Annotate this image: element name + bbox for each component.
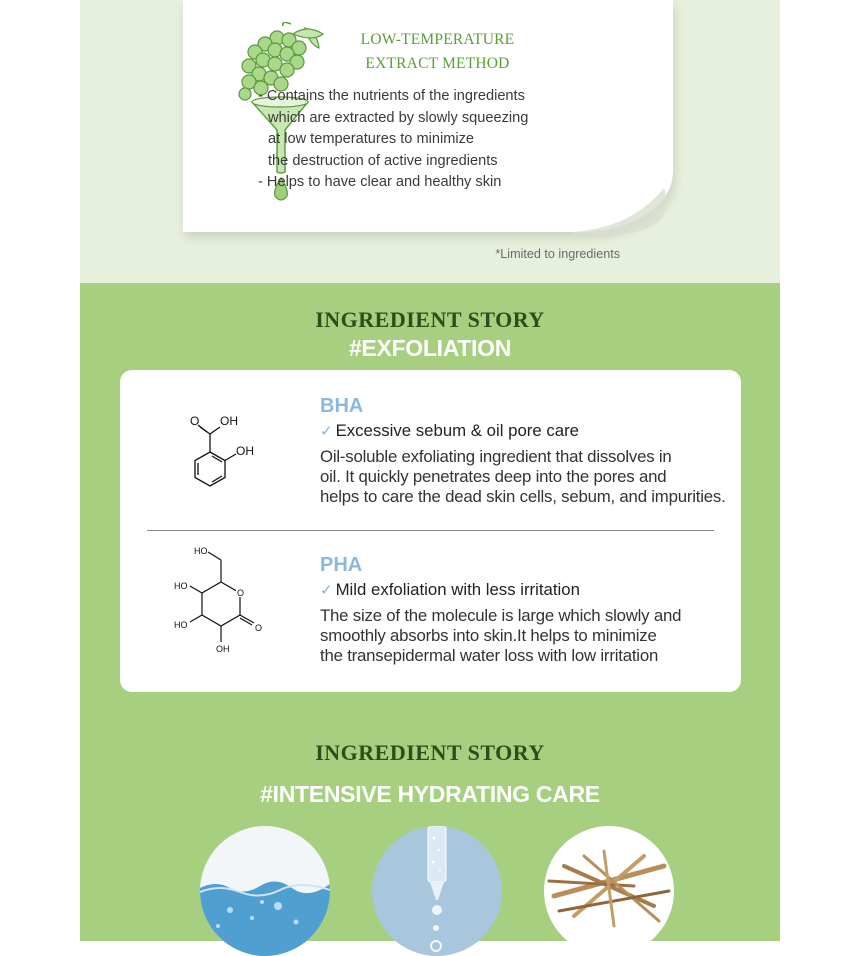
pha-atom-label: HO bbox=[174, 620, 188, 630]
paper-curl-shadow bbox=[572, 180, 684, 240]
ingredients-card bbox=[120, 370, 741, 692]
pha-desc-line: The size of the molecule is large which slowly and bbox=[320, 606, 682, 625]
pha-atom-label: HO bbox=[194, 546, 208, 556]
pha-atom-label: HO bbox=[174, 581, 188, 591]
check-icon: ✓ bbox=[320, 582, 333, 599]
pha-atom-label: OH bbox=[216, 644, 230, 654]
extract-body-line: at low temperatures to minimize bbox=[268, 131, 475, 148]
bha-molecule-icon bbox=[180, 408, 270, 493]
bha-desc-line: oil. It quickly penetrates deep into the pores and bbox=[320, 467, 667, 486]
extract-title-line: EXTRACT METHOD bbox=[365, 55, 510, 72]
bha-subtitle-row bbox=[320, 419, 730, 444]
pha-atom-label: O bbox=[255, 623, 263, 633]
pha-subtitle-row bbox=[320, 578, 730, 603]
pha-desc-line: the transepidermal water loss with low irritation bbox=[320, 646, 659, 665]
check-icon: ✓ bbox=[320, 423, 333, 440]
extract-method-title bbox=[310, 28, 565, 76]
pha-desc-line: smoothly absorbs into skin.It helps to minimize bbox=[320, 626, 657, 645]
extract-body-line: - Helps to have clear and healthy skin bbox=[258, 174, 502, 191]
pha-molecule-icon bbox=[166, 546, 276, 666]
bha-atom-label: OH bbox=[220, 414, 238, 428]
dropper-image bbox=[372, 826, 502, 956]
content-column bbox=[80, 0, 780, 941]
pha-name: PHA bbox=[320, 554, 363, 576]
pha-subtitle: Mild exfoliation with less irritation bbox=[335, 580, 580, 599]
extract-body-line: the destruction of active ingredients bbox=[268, 152, 498, 169]
bha-subtitle: Excessive sebum & oil pore care bbox=[335, 421, 580, 440]
pha-description bbox=[320, 606, 730, 666]
hydrating-hashtag: #INTENSIVE HYDRATING CARE bbox=[260, 781, 600, 807]
extract-body-line: which are extracted by slowly squeezing bbox=[268, 109, 529, 126]
bha-description bbox=[320, 447, 730, 507]
extract-method-section bbox=[80, 0, 780, 283]
pha-ingredient bbox=[320, 553, 730, 666]
bha-desc-line: Oil-soluble exfoliating ingredient that dissolves in bbox=[320, 447, 672, 466]
dried-root-image bbox=[544, 826, 674, 956]
extract-body-line: - Contains the nutrients of the ingredients bbox=[258, 88, 525, 104]
bha-ingredient bbox=[320, 394, 730, 507]
exfoliation-hashtag: #EXFOLIATION bbox=[348, 335, 512, 361]
bha-atom-label: O bbox=[190, 414, 200, 428]
hydrating-section bbox=[80, 716, 780, 941]
limited-footnote: *Limited to ingredients bbox=[495, 247, 620, 261]
ingredient-story-heading: INGREDIENT STORY bbox=[315, 740, 545, 765]
bha-atom-label: OH bbox=[236, 444, 254, 458]
bha-desc-line: helps to care the dead skin cells, sebum, and impurities. bbox=[320, 487, 726, 506]
bha-name: BHA bbox=[320, 395, 364, 417]
water-splash-image bbox=[200, 826, 330, 956]
exfoliation-section bbox=[80, 283, 780, 716]
ingredient-story-heading: INGREDIENT STORY bbox=[315, 307, 545, 332]
extract-title-line: LOW-TEMPERATURE bbox=[360, 31, 515, 48]
ingredient-divider bbox=[147, 530, 714, 531]
pha-atom-label: O bbox=[237, 588, 245, 598]
extract-method-body bbox=[258, 86, 558, 194]
